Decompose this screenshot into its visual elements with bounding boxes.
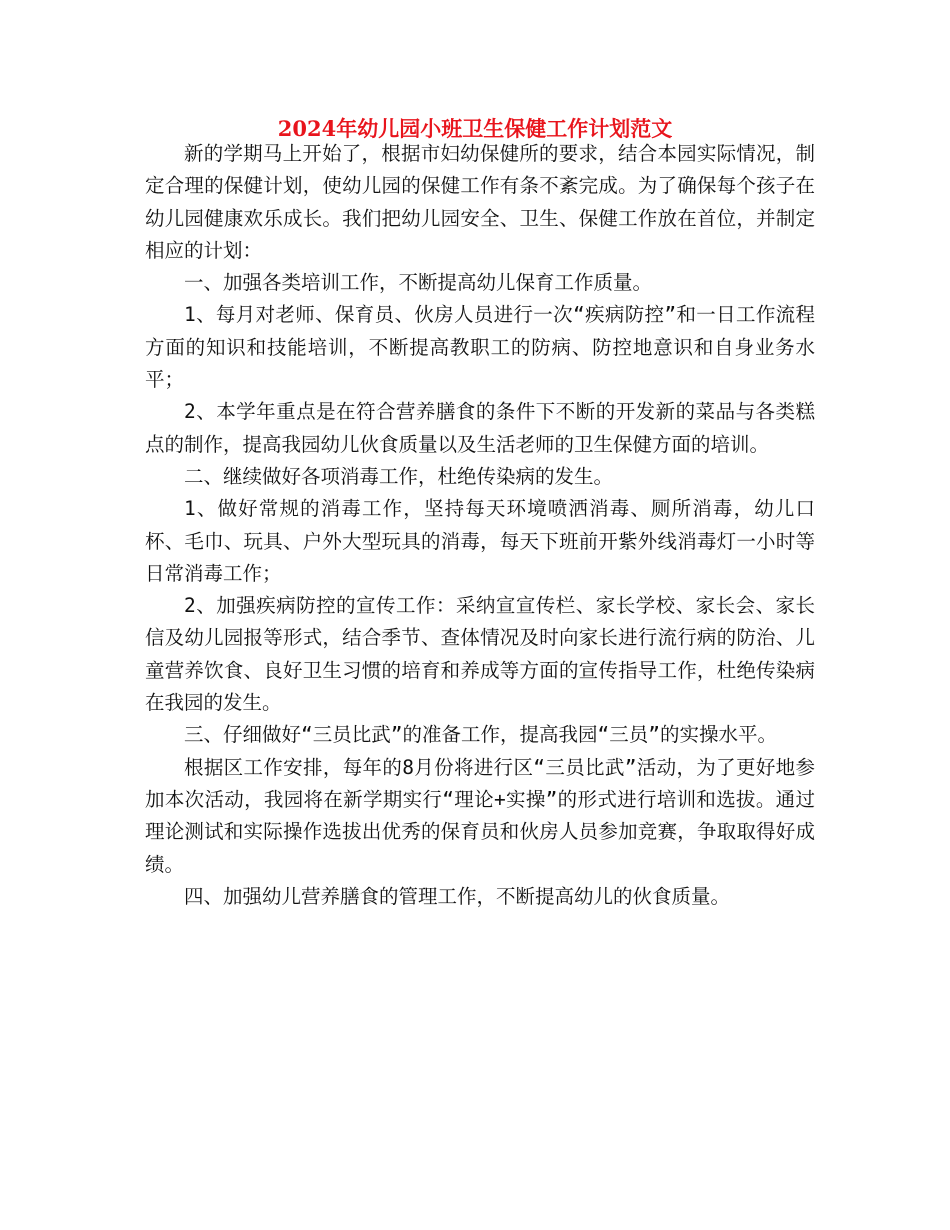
paragraph-2-2: 2、加强疾病防控的宣传工作：采纳宣宣传栏、家长学校、家长会、家长信及幼儿园报等形式，结合季节、查体情况及时向家长进行流行病的防治、儿童营养饮食、良好卫生习惯的培育和养成等方面的宣传指导工作，杜绝传染病在我园的发生。 xyxy=(145,594,815,715)
paragraph-intro: 新的学期马上开始了，根据市妇幼保健所的要求，结合本园实际情况，制定合理的保健计划，使幼儿园的保健工作有条不紊完成。为了确保每个孩子在幼儿园健康欢乐成长。我们把幼儿园安全、卫生、保健工作放在首位，并制定相应的计划： xyxy=(145,142,815,262)
paragraph-1-1: 1、每月对老师、保育员、伙房人员进行一次“疾病防控”和一日工作流程方面的知识和技能培训，不断提高教职工的防病、防控地意识和自身业务水平； xyxy=(145,303,815,392)
document-title: 2024年幼儿园小班卫生保健工作计划范文 xyxy=(277,116,673,141)
section-heading-4: 四、加强幼儿营养膳食的管理工作，不断提高幼儿的伙食质量。 xyxy=(184,884,731,908)
section-heading-3: 三、仔细做好“三员比武”的准备工作，提高我园“三员”的实操水平。 xyxy=(184,723,777,747)
paragraph-3-1: 根据区工作安排，每年的8月份将进行区“三员比武”活动，为了更好地参加本次活动，我园将在新学期实行“理论+实操”的形式进行培训和选拔。通过理论测试和实际操作选拔出优秀的保育员和伙房人员参加竞赛，争取取得好成绩。 xyxy=(145,755,815,876)
paragraph-2-1: 1、做好常规的消毒工作，坚持每天环境喷洒消毒、厕所消毒，幼儿口杯、毛巾、玩具、户外大型玩具的消毒，每天下班前开紫外线消毒灯一小时等日常消毒工作； xyxy=(145,497,815,585)
document-body xyxy=(145,138,815,913)
section-heading-2: 二、继续做好各项消毒工作，杜绝传染病的发生。 xyxy=(184,464,614,488)
section-heading-1: 一、加强各类培训工作，不断提高幼儿保育工作质量。 xyxy=(184,271,653,295)
paragraph-1-2: 2、本学年重点是在符合营养膳食的条件下不断的开发新的菜品与各类糕点的制作，提高我园幼儿伙食质量以及生活老师的卫生保健方面的培训。 xyxy=(145,400,815,456)
